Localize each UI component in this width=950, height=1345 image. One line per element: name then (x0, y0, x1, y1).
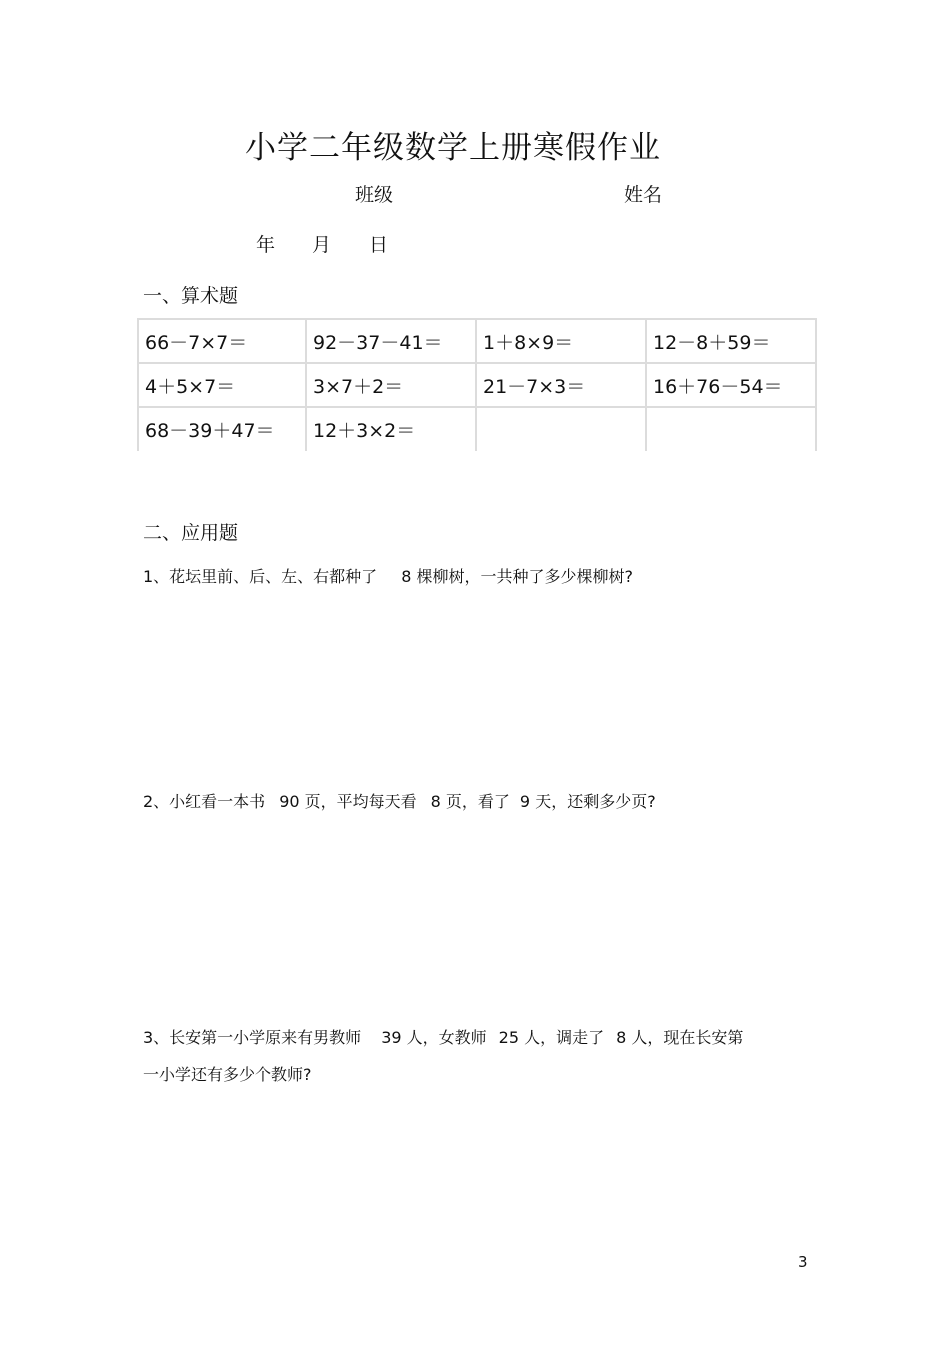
question-text: 3、长安第一小学原来有男教师 (143, 1028, 362, 1047)
table-row (138, 319, 816, 363)
table-cell: 12－8＋59＝ (646, 319, 816, 363)
table-cell: 92－37－41＝ (306, 319, 476, 363)
table-cell: 1＋8×9＝ (476, 319, 646, 363)
question-text: 8 人，现在长安第 (616, 1028, 744, 1047)
table-cell: 16＋76－54＝ (646, 363, 816, 407)
question-2 (143, 789, 656, 812)
table-cell (476, 407, 646, 451)
section-arithmetic-heading: 一、算术题 (143, 285, 239, 307)
question-3 (143, 1025, 743, 1048)
table-row (138, 407, 816, 451)
name-label: 姓名 (624, 184, 663, 206)
date-month-label: 月 (312, 234, 332, 256)
question-text: 8 棵柳树，一共种了多少棵柳树? (401, 567, 633, 586)
question-text: 25 人，调走了 (498, 1028, 605, 1047)
question-text: 90 页，平均每天看 (279, 792, 417, 811)
question-text: 9 天，还剩多少页? (519, 792, 656, 811)
table-cell: 12＋3×2＝ (306, 407, 476, 451)
table-cell: 68－39＋47＝ (138, 407, 306, 451)
table-cell: 66－7×7＝ (138, 319, 306, 363)
section-application-heading: 二、应用题 (143, 522, 239, 544)
question-1 (143, 564, 633, 587)
question-text: 39 人，女教师 (381, 1028, 487, 1047)
date-year-label: 年 (256, 234, 276, 256)
class-label: 班级 (355, 184, 394, 206)
document-title: 小学二年级数学上册寒假作业 (245, 130, 661, 166)
page-number: 3 (798, 1253, 808, 1271)
question-3-line-2: 一小学还有多少个教师? (143, 1065, 312, 1084)
question-text: 1、花坛里前、后、左、右都种了 (143, 567, 378, 586)
table-cell: 21－7×3＝ (476, 363, 646, 407)
question-text: 2、小红看一本书 (143, 792, 266, 811)
arithmetic-table (137, 318, 817, 451)
question-text: 8 页，看了 (430, 792, 510, 811)
table-cell: 3×7＋2＝ (306, 363, 476, 407)
table-row (138, 363, 816, 407)
table-cell (646, 407, 816, 451)
table-cell: 4＋5×7＝ (138, 363, 306, 407)
date-day-label: 日 (369, 234, 389, 256)
